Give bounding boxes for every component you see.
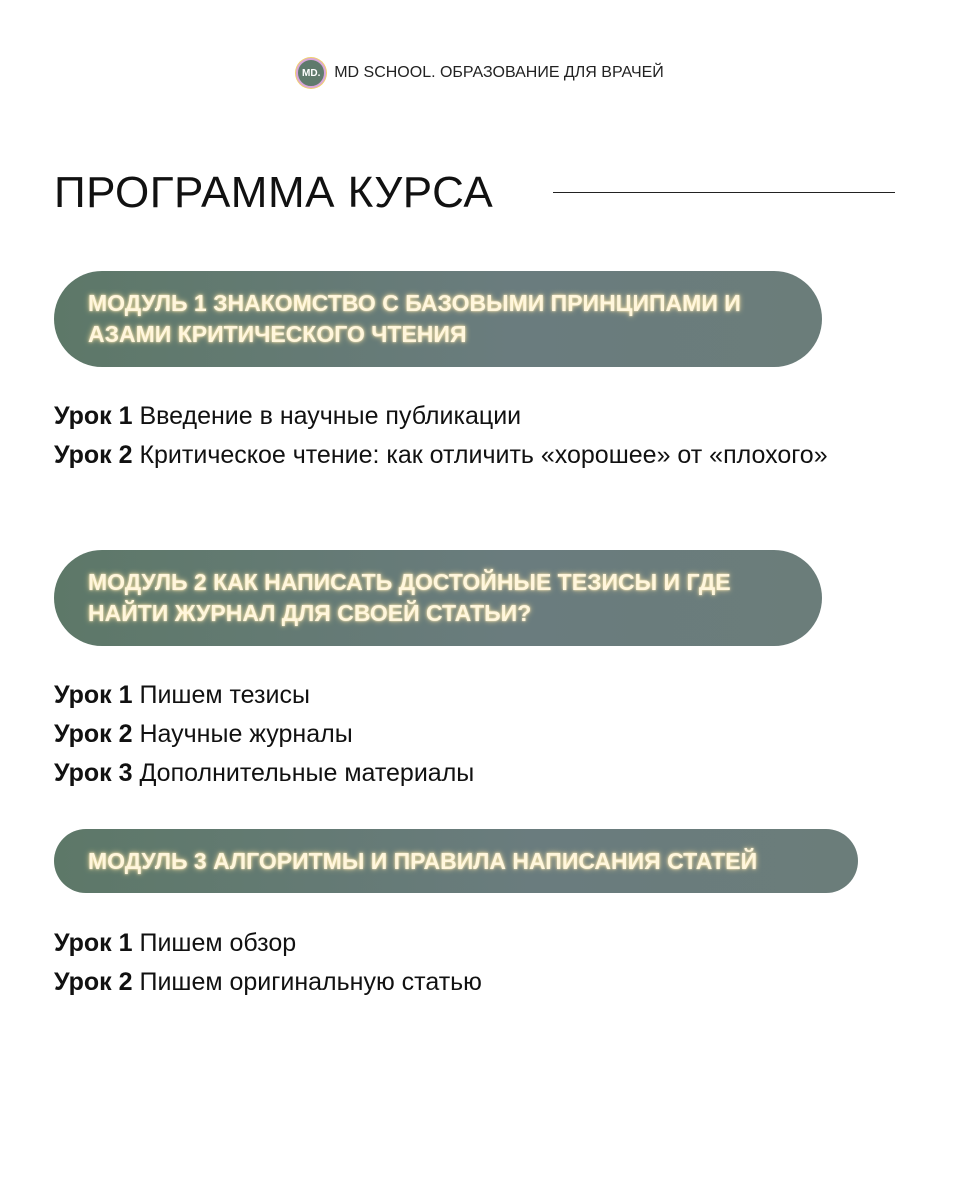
lesson-item [54,436,854,475]
lesson-number: Урок 1 [54,681,133,709]
lesson-number: Урок 2 [54,441,133,469]
lesson-item [54,397,854,436]
lesson-item [54,754,854,793]
lesson-title: Введение в научные публикации [139,402,522,430]
lesson-number: Урок 3 [54,759,133,787]
lesson-title: Пишем тезисы [139,681,310,709]
module-3-lessons [54,924,854,1002]
lesson-title: Пишем обзор [139,929,297,957]
lesson-number: Урок 1 [54,402,133,430]
lesson-title: Критическое чтение: как отличить «хорошее» от «плохого» [139,441,828,469]
logo-text: MD. [302,67,321,79]
lesson-title: Научные журналы [139,720,353,748]
lesson-number: Урок 2 [54,720,133,748]
module-2-banner [54,550,822,646]
module-2-lessons [54,676,854,793]
lesson-title: Пишем оригинальную статью [139,968,482,996]
lesson-number: Урок 1 [54,929,133,957]
lesson-number: Урок 2 [54,968,133,996]
lesson-item [54,715,854,754]
brand-logo [296,58,326,88]
page-title: ПРОГРАММА КУРСА [54,168,494,217]
brand-header [0,58,960,88]
module-1-banner [54,271,822,367]
lesson-item [54,963,854,1002]
module-1-title: МОДУЛЬ 1 ЗНАКОМСТВО С БАЗОВЫМИ ПРИНЦИПАМИ И АЗАМИ КРИТИЧЕСКОГО ЧТЕНИЯ [88,290,741,347]
title-divider [553,192,895,193]
module-2-title: МОДУЛЬ 2 КАК НАПИСАТЬ ДОСТОЙНЫЕ ТЕЗИСЫ И ГДЕ НАЙТИ ЖУРНАЛ ДЛЯ СВОЕЙ СТАТЬИ? [88,569,731,626]
module-1-lessons [54,397,854,475]
module-3-title: МОДУЛЬ 3 АЛГОРИТМЫ И ПРАВИЛА НАПИСАНИЯ СТАТЕЙ [88,847,758,874]
lesson-item [54,676,854,715]
module-3-banner [54,829,858,893]
lesson-item [54,924,854,963]
lesson-title: Дополнительные материалы [139,759,475,787]
brand-name: MD SCHOOL. ОБРАЗОВАНИЕ ДЛЯ ВРАЧЕЙ [334,64,664,81]
